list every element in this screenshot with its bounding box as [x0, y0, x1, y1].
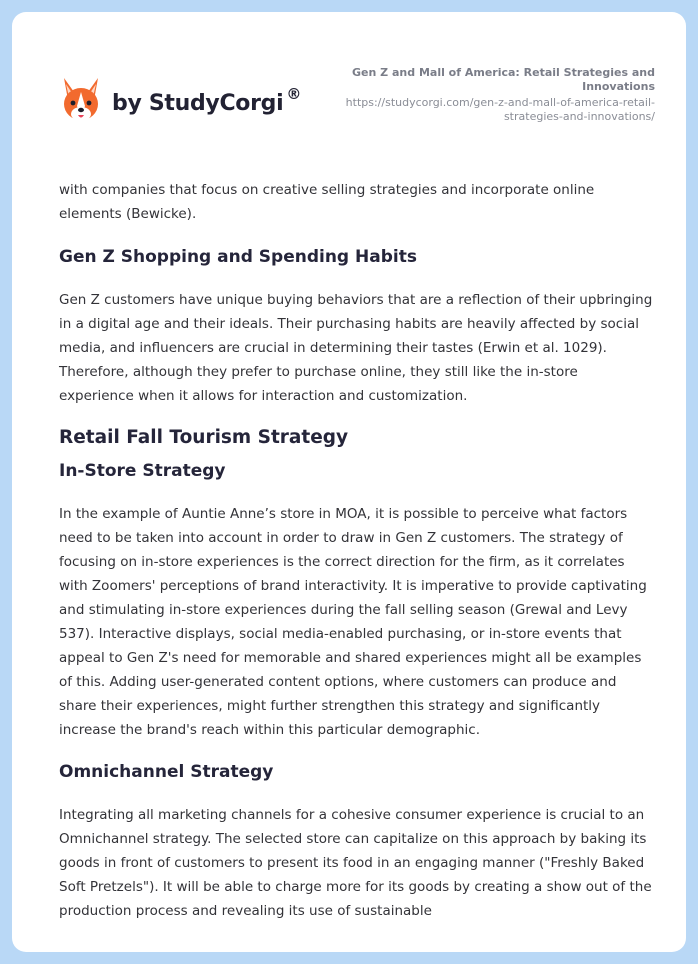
- intro-paragraph: with companies that focus on creative selling strategies and incorporate online elements (Bewicke).: [59, 182, 595, 222]
- document-title: Gen Z and Mall of America: Retail Strategies and Innovations: [352, 66, 655, 93]
- document-meta: [325, 66, 655, 124]
- brand-name: by StudyCorgi ®: [112, 84, 302, 116]
- document-url[interactable]: https://studycorgi.com/gen-z-and-mall-of-america-retail-strategies-and-innovations/: [345, 96, 655, 123]
- corgi-logo-icon: [60, 76, 102, 124]
- studycorgi-logo[interactable]: [60, 76, 301, 124]
- page-header: [12, 12, 686, 162]
- document-body: [59, 178, 655, 923]
- heading-retail-fall-tourism: Retail Fall Tourism Strategy: [59, 427, 349, 448]
- paragraph-shopping-habits: Gen Z customers have unique buying behaviors that are a reflection of their upbringing in a digital age and their ideals. Their purchasing habits are heavily affected by social media, and influencers are crucial in determining their tastes (Erwin et al. 1029). Therefore, although they prefer to purchase online, they still like the in-store experience when it allows for interaction and customization.: [59, 292, 653, 404]
- registered-mark: ®: [286, 84, 302, 103]
- heading-omnichannel-strategy: Omnichannel Strategy: [59, 762, 274, 782]
- paragraph-omnichannel-strategy: Integrating all marketing channels for a cohesive consumer experience is crucial to an Omnichannel strategy. The selected store can capitalize on this approach by baking its goods in front of customers to present its food in an engaging manner ("Freshly Baked Soft Pretzels"). It will be able to charge more for its goods by creating a show out of the production process and revealing its use of sustainable: [59, 807, 652, 919]
- document-page: [12, 12, 686, 952]
- heading-shopping-habits: Gen Z Shopping and Spending Habits: [59, 247, 417, 267]
- heading-in-store-strategy: In-Store Strategy: [59, 461, 226, 481]
- paragraph-in-store-strategy: In the example of Auntie Anne’s store in MOA, it is possible to perceive what factors need to be taken into account in order to draw in Gen Z customers. The strategy of focusing on in-store experiences is the correct direction for the firm, as it correlates with Zoomers' perceptions of brand interactivity. It is imperative to provide captivating and stimulating in-store experiences during the fall selling season (Grewal and Levy 537). Interactive displays, social media-enabled purchasing, or in-store events that appeal to Gen Z's need for memorable and shared experiences might all be examples of this. Adding user-generated content options, where customers can produce and share their experiences, might further strengthen this strategy and significantly increase the brand's reach within this particular demographic.: [59, 506, 647, 738]
